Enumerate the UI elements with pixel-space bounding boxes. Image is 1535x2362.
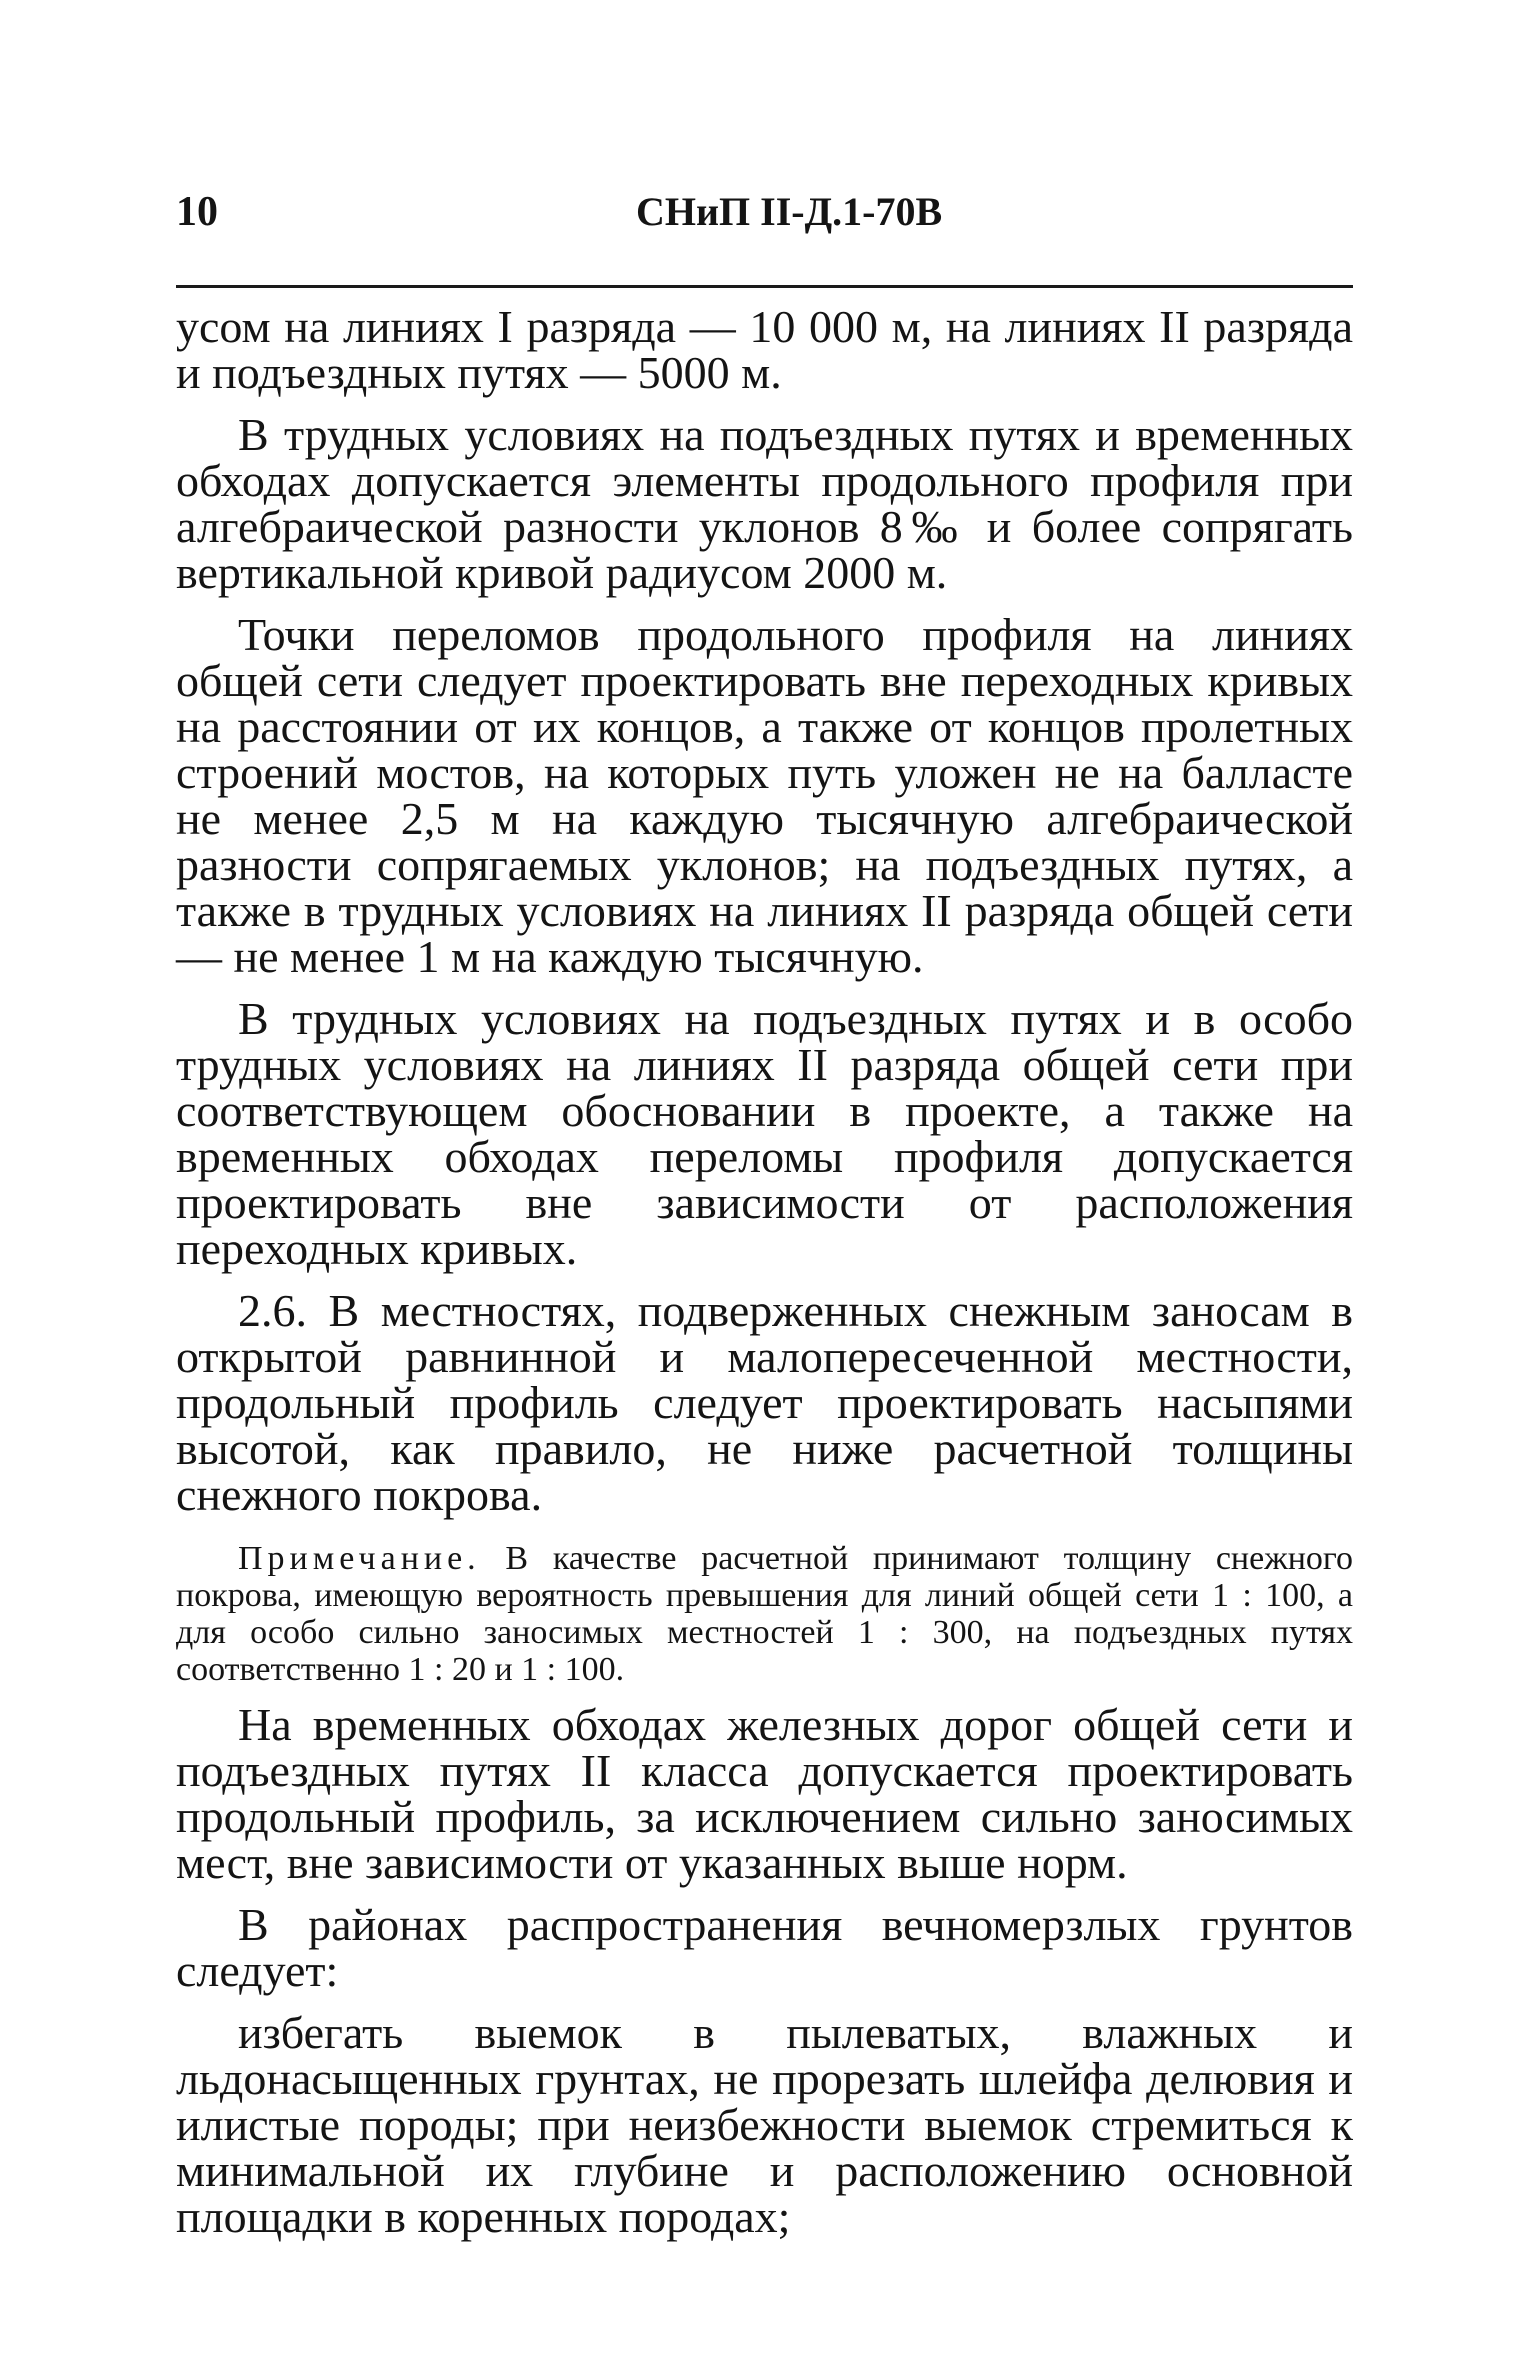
page-number: 10 (176, 189, 218, 235)
paragraph: усом на линиях I разряда — 10 000 м, на линиях II разряда и подъездных путях — 5000 м. (176, 301, 1353, 398)
running-title: СНиП II-Д.1-70В (636, 189, 943, 234)
document-body (176, 300, 1353, 2256)
section-2-6-paragraph: 2.6. В местностях, подверженных снежным заносам в открытой равнинной и малопересеченной местности, продольный профиль следует проектировать насыпями высотой, как правило, не ниже расчетной толщины снежного покрова. (176, 1285, 1353, 1520)
note-label: Примечание. (238, 1540, 481, 1577)
paragraph: избегать выемок в пылеватых, влажных и льдонасыщенных грунтах, не прорезать шлейфа делювия и илистые породы; при неизбежности выемок стремиться к минимальной их глубине и расположению основной площадки в коренных породах; (176, 2007, 1353, 2242)
paragraph: Точки переломов продольного профиля на линиях общей сети следует проектировать вне переходных кривых на расстоянии от их концов, а также от концов пролетных строений мостов, на которых путь уложен не на балласте не менее 2,5 м на каждую тысячную алгебраической разности сопрягаемых уклонов; на подъездных путях, а также в трудных условиях на линиях II разряда общей сети — не менее 1 м на каждую тысячную. (176, 609, 1353, 982)
page-header (176, 188, 1353, 248)
note-text: В качестве расчетной принимают толщину снежного покрова, имеющую вероятность превышения для линий общей сети 1 : 100, а для особо сильно заносимых местностей 1 : 300, на подъездных путях соответственно 1 : 20 и 1 : 100. (176, 1540, 1353, 1688)
paragraph: На временных обходах железных дорог общей сети и подъездных путях II класса допускается проектировать продольный профиль, за исключением сильно заносимых мест, вне зависимости от указанных выше норм. (176, 1699, 1353, 1888)
paragraph: В районах распространения вечномерзлых грунтов следует: (176, 1899, 1353, 1996)
note (176, 1540, 1353, 1688)
paragraph: В трудных условиях на подъездных путях и временных обходах допускается элементы продольного профиля при алгебраической разности уклонов 8‰ и более сопрягать вертикальной кривой радиусом 2000 м. (176, 409, 1353, 598)
paragraph: В трудных условиях на подъездных путях и в особо трудных условиях на линиях II разряда общей сети при соответствующем обосновании в проекте, а также на временных обходах переломы профиля допускается проектировать вне зависимости от расположения переходных кривых. (176, 993, 1353, 1274)
header-rule (176, 285, 1353, 288)
